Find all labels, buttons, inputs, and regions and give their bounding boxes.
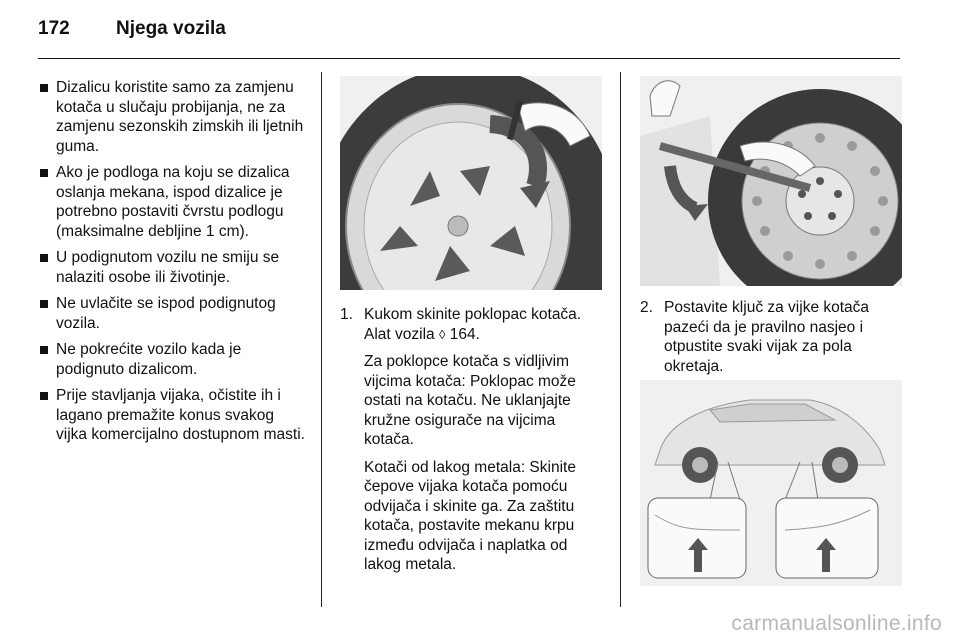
page-number: 172 [38,18,70,39]
bullet-item: U podignutom vozilu ne smiju se nalaziti osobe ili životinje. [38,248,306,287]
page-header [38,18,226,48]
column-divider-1 [321,72,322,607]
step-text: Kukom skinite poklopac kotača. Alat vozila [364,306,582,343]
header-rule [38,58,900,59]
column-divider-2 [620,72,621,607]
step-2 [640,298,902,384]
step-number: 2. [640,299,653,316]
bullet-item: Ne uvlačite se ispod podignutog vozila. [38,294,306,333]
wheel-cover-removal-illustration [340,76,602,290]
column-1 [38,78,306,452]
page-title: Njega vozila [116,18,226,39]
wheel-wrench-svg [640,76,902,286]
step-number: 1. [340,306,353,323]
bullet-item: Ako je podloga na koju se dizalica oslanja mekana, ispod dizalice je potrebno postaviti čvrstu podlogu (maksimalne debljine 1 cm). [38,163,306,241]
page-reference-icon: ◊ [438,326,446,342]
jack-points-svg [640,380,902,586]
column-2 [340,305,602,583]
warning-bullet-list [38,78,306,445]
column-3 [640,298,902,384]
wheel-wrench-illustration [640,76,902,286]
bullet-item: Ne pokrećite vozilo kada je podignuto dizalicom. [38,340,306,379]
bullet-item: Prije stavljanja vijaka, očistite ih i lagano premažite konus svakog vijka komercijalno dostupnom masti. [38,386,306,445]
step-text: Postavite ključ za vijke kotača pazeći da je pravilno nasjeo i otpustite svaki vijak za pola okretaja. [664,299,870,375]
wheel-cover-svg [340,76,602,290]
step-paragraph: Kotači od lakog metala: Skinite čepove vijaka kotača pomoću odvijača i skinite ga. Za zaštitu kotača, postavite mekanu krpu između odvijača i naplatka od lakog metala. [364,458,576,573]
jack-points-illustration [640,380,902,586]
page-reference: 164. [445,325,480,343]
step-1 [340,305,602,583]
bullet-item: Dizalicu koristite samo za zamjenu kotača u slučaju probijanja, ne za zamjenu sezonskih zimskih ili ljetnih guma. [38,78,306,156]
watermark: carmanualsonline.info [731,612,942,635]
step-paragraph: Za poklopce kotača s vidljivim vijcima kotača: Poklopac može ostati na kotaču. Ne uklanjajte kružne osigurače na vijcima kotača. [364,353,576,448]
